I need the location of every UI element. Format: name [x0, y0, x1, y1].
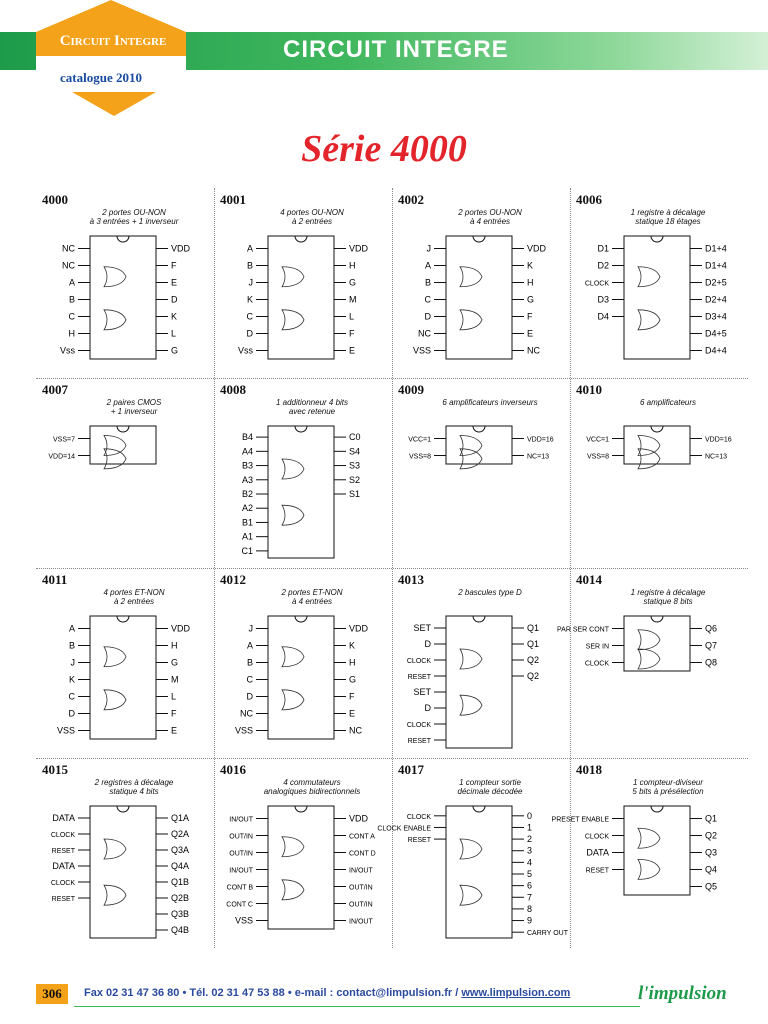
- pin-label: NC=13: [705, 453, 727, 461]
- pin-label: J: [248, 277, 253, 288]
- pin-label: E: [171, 277, 178, 288]
- pin-label: K: [171, 311, 178, 322]
- chip-description: 6 amplificateurs inverseurs: [442, 398, 538, 407]
- logic-gate-symbol: [638, 267, 660, 330]
- pin-label: DATA: [52, 813, 75, 823]
- pin-label: A: [246, 243, 253, 254]
- logic-gate-symbol: [282, 459, 304, 525]
- pin-label: 1: [527, 822, 533, 833]
- chip-description: 2 portes OU-NON à 4 entrées: [458, 208, 522, 226]
- chip-body: [624, 236, 690, 359]
- pin-label: H: [349, 260, 356, 271]
- chip-pinout-diagram: [218, 612, 388, 752]
- chip-notch: [473, 806, 485, 812]
- pin-label: CLOCK: [406, 658, 431, 665]
- chip-pinout-diagram: [40, 232, 210, 372]
- chip-body: [90, 236, 156, 359]
- pin-label: RESET: [51, 848, 75, 855]
- chip-pinout-diagram: [396, 612, 566, 752]
- pin-label: 5: [527, 869, 533, 879]
- pin-label: L: [171, 328, 177, 339]
- chip-cell: [557, 568, 748, 758]
- chip-cell: [570, 188, 748, 378]
- chip-description: 1 compteur-diviseur 5 bits à présélection: [632, 778, 704, 796]
- pin-label: H: [349, 657, 356, 668]
- chip-description: 1 registre à décalage statique 18 étages: [630, 208, 706, 226]
- pin-label: VDD: [349, 623, 369, 634]
- pin-label: VDD: [527, 243, 547, 254]
- pin-label: PRESET ENABLE: [551, 816, 609, 824]
- pin-label: B: [246, 657, 253, 668]
- footer-contact: [84, 987, 570, 999]
- chip-notch: [651, 426, 663, 432]
- pin-label: VSS=8: [587, 453, 609, 461]
- logic-gate-symbol: [460, 839, 482, 905]
- logic-gate-symbol: [460, 267, 482, 330]
- pin-label: G: [349, 674, 357, 685]
- catalogue-year: catalogue 2010: [60, 70, 142, 85]
- pin-label: CLOCK: [584, 833, 609, 841]
- page-title: CIRCUIT INTEGRE: [283, 36, 509, 63]
- pin-label: VCC=1: [586, 436, 609, 444]
- pin-label: CLOCK: [584, 660, 609, 668]
- chip-body: [268, 236, 334, 359]
- pin-label: H: [527, 277, 534, 288]
- pin-label: CARRY OUT: [527, 930, 568, 938]
- chip-body: [268, 616, 334, 739]
- pin-label: NC: [418, 328, 431, 339]
- pin-label: Q2: [527, 671, 540, 681]
- chip-code: 4018: [576, 762, 602, 777]
- pin-label: CLOCK: [50, 880, 75, 887]
- pin-label: C: [68, 311, 75, 322]
- chip-notch: [651, 236, 663, 242]
- logic-gate-symbol: [104, 647, 126, 710]
- pin-label: C1: [241, 545, 253, 556]
- pin-label: A: [68, 623, 75, 634]
- chip-code: 4010: [576, 382, 602, 397]
- pin-label: K: [246, 294, 253, 305]
- pin-label: F: [171, 708, 177, 719]
- pin-label: S1: [349, 489, 361, 499]
- pin-label: F: [349, 328, 355, 339]
- chip-code: 4007: [42, 382, 68, 397]
- pin-label: D1+4: [705, 243, 727, 254]
- pin-label: VSS: [234, 915, 253, 926]
- chip-description: 2 portes ET-NON à 4 entrées: [281, 588, 343, 606]
- pin-label: D: [424, 703, 431, 713]
- pin-label: RESET: [585, 867, 609, 875]
- logic-gate-symbol: [104, 267, 126, 330]
- chip-notch: [117, 806, 129, 812]
- chip-cell: [214, 378, 392, 568]
- pin-label: M: [171, 674, 179, 685]
- pin-label: NC: [349, 725, 362, 736]
- pin-label: CONT A: [349, 833, 375, 841]
- pin-label: C: [246, 311, 253, 322]
- pin-label: H: [171, 640, 178, 651]
- chip-code: 4000: [42, 192, 68, 207]
- chip-pinout-diagram: [396, 422, 566, 562]
- pin-label: D1+4: [705, 260, 727, 271]
- pin-label: VDD: [171, 243, 191, 254]
- pin-label: E: [171, 725, 178, 736]
- chip-cell: [36, 568, 214, 758]
- pin-label: Vss: [59, 345, 75, 356]
- pin-label: CLOCK: [406, 722, 431, 729]
- header-diamond-top: [36, 0, 186, 32]
- pin-label: Q1: [527, 639, 540, 649]
- logic-gate-symbol: [282, 647, 304, 710]
- pin-label: S3: [349, 460, 361, 471]
- pin-label: 2: [527, 834, 533, 845]
- pin-label: D4: [597, 311, 609, 322]
- chip-notch: [473, 426, 485, 432]
- pin-label: 9: [527, 915, 533, 926]
- pin-label: DATA: [586, 847, 609, 858]
- chip-body: [268, 806, 334, 929]
- pin-label: L: [349, 311, 355, 322]
- pin-label: Q2A: [171, 829, 190, 839]
- pin-label: OUT/IN: [349, 884, 373, 892]
- pin-label: 7: [527, 892, 533, 903]
- chip-pinout-diagram: [218, 802, 388, 942]
- pin-label: VSS: [234, 725, 253, 736]
- pin-label: G: [349, 277, 357, 288]
- chip-cell: [36, 758, 214, 948]
- chip-cell: [36, 188, 214, 378]
- pin-label: VSS: [56, 725, 75, 736]
- chip-cell: [392, 378, 570, 568]
- logic-gate-symbol: [638, 828, 660, 879]
- pin-label: E: [349, 708, 356, 719]
- pin-label: E: [349, 345, 356, 356]
- pin-label: VCC=1: [408, 436, 431, 444]
- pin-label: A: [68, 277, 75, 288]
- header-diamond-bottom: [72, 92, 156, 116]
- pin-label: B: [424, 277, 431, 288]
- pin-label: VDD=16: [527, 436, 554, 444]
- chip-cell: [214, 568, 392, 758]
- pin-label: Q8: [705, 657, 718, 668]
- chip-body: [90, 616, 156, 739]
- pin-label: OUT/IN: [349, 901, 373, 909]
- pin-label: J: [426, 243, 431, 254]
- pin-label: CLOCK: [406, 813, 431, 821]
- chip-code: 4001: [220, 192, 246, 207]
- pin-label: B: [68, 640, 75, 651]
- chip-description: 2 portes OU-NON à 3 entrées + 1 inverseur: [89, 208, 179, 226]
- pin-label: D: [68, 708, 75, 719]
- chip-code: 4011: [42, 572, 68, 587]
- pin-label: G: [527, 294, 535, 305]
- chip-body: [624, 806, 690, 895]
- pin-label: Q4A: [171, 861, 190, 871]
- pin-label: A1: [241, 531, 253, 542]
- chip-code: 4002: [398, 192, 424, 207]
- pin-label: NC: [62, 260, 75, 271]
- pin-label: VSS: [412, 345, 431, 356]
- logic-gate-symbol: [460, 649, 482, 715]
- pin-label: IN/OUT: [349, 918, 373, 926]
- pin-label: A4: [241, 446, 253, 457]
- pin-label: RESET: [407, 837, 431, 845]
- pin-label: SER IN: [585, 643, 609, 651]
- pin-label: D: [171, 294, 178, 305]
- chip-cell: [377, 758, 570, 948]
- pin-label: B3: [241, 460, 253, 471]
- pin-label: RESET: [407, 738, 431, 745]
- pin-label: B4: [241, 432, 253, 443]
- chip-cell: [392, 188, 570, 378]
- chip-cell: [214, 758, 392, 948]
- pin-label: C0: [349, 432, 361, 443]
- pin-label: VDD: [171, 623, 191, 634]
- pin-label: NC=13: [527, 453, 549, 461]
- chip-pinout-diagram: [557, 612, 744, 752]
- chip-pinout-diagram: [574, 232, 744, 372]
- pin-label: Q2: [527, 655, 540, 665]
- chip-notch: [295, 236, 307, 242]
- chip-pinout-diagram: [40, 422, 210, 562]
- pin-label: RESET: [51, 896, 75, 903]
- pin-label: IN/OUT: [349, 867, 373, 875]
- pin-label: D: [424, 639, 431, 649]
- logic-gate-symbol: [282, 837, 304, 900]
- chip-body: [624, 616, 690, 671]
- chip-code: 4006: [576, 192, 602, 207]
- pin-label: CONT D: [349, 850, 376, 858]
- chip-body: [268, 426, 334, 558]
- pin-label: F: [171, 260, 177, 271]
- pin-label: Q3B: [171, 909, 190, 919]
- logic-gate-symbol: [104, 839, 126, 905]
- chip-notch: [295, 426, 307, 432]
- brand-logo: l'impulsion: [638, 983, 727, 1004]
- pin-label: B2: [241, 489, 253, 499]
- chip-cell: [214, 188, 392, 378]
- pin-label: CONT C: [226, 901, 253, 909]
- pin-label: A: [246, 640, 253, 651]
- pin-label: D: [246, 328, 253, 339]
- pin-label: VSS=8: [409, 453, 431, 461]
- chip-code: 4016: [220, 762, 246, 777]
- chip-cell: [392, 568, 570, 758]
- chip-pinout-diagram: [377, 802, 568, 942]
- pin-label: IN/OUT: [229, 867, 253, 875]
- pin-label: 8: [527, 903, 533, 914]
- pin-label: B1: [241, 517, 253, 528]
- footer-line: [74, 1006, 640, 1007]
- chip-description: 1 registre à décalage statique 8 bits: [630, 588, 706, 606]
- pin-label: NC: [240, 708, 253, 719]
- pin-label: D2+4: [705, 294, 727, 305]
- pin-label: J: [248, 623, 253, 634]
- pin-label: D: [246, 691, 253, 702]
- pin-label: SET: [413, 623, 431, 633]
- chip-description: 2 bascules type D: [458, 588, 522, 597]
- chip-pinout-diagram: [396, 232, 566, 372]
- chip-notch: [117, 616, 129, 622]
- pin-label: SET: [413, 687, 431, 697]
- chip-description: 1 compteur sortie décimale décodée: [457, 778, 523, 796]
- pin-label: S4: [349, 446, 361, 457]
- pin-label: VDD: [349, 243, 369, 254]
- pin-label: VSS=7: [53, 436, 75, 444]
- pin-label: Q1B: [171, 877, 190, 887]
- pin-label: J: [70, 657, 75, 668]
- pin-label: D4+4: [705, 345, 727, 356]
- pin-label: H: [68, 328, 75, 339]
- pin-label: VDD: [349, 813, 369, 824]
- chip-code: 4017: [398, 762, 424, 777]
- pin-label: DATA: [52, 861, 75, 871]
- pin-label: A: [424, 260, 431, 271]
- chip-code: 4009: [398, 382, 424, 397]
- pin-label: Q1: [527, 623, 540, 633]
- chip-notch: [473, 236, 485, 242]
- pin-label: C: [246, 674, 253, 685]
- logic-gate-symbol: [282, 267, 304, 330]
- pin-label: Q2: [705, 830, 718, 841]
- website-link[interactable]: www.limpulsion.com: [461, 987, 571, 999]
- pin-label: C: [424, 294, 431, 305]
- pin-label: F: [527, 311, 533, 322]
- chip-notch: [117, 236, 129, 242]
- chip-description: 4 portes ET-NON à 2 entrées: [103, 588, 165, 606]
- pin-label: D1: [597, 243, 609, 254]
- pin-label: CLOCK ENABLE: [377, 825, 431, 833]
- pin-label: 4: [527, 857, 533, 868]
- pin-label: CLOCK: [584, 280, 609, 288]
- chip-notch: [295, 616, 307, 622]
- pin-label: VDD=16: [705, 436, 732, 444]
- chip-notch: [651, 616, 663, 622]
- pin-label: D4+5: [705, 328, 727, 339]
- chip-grid: [36, 188, 748, 948]
- chip-pinout-diagram: [218, 232, 388, 372]
- chip-cell: [551, 758, 748, 948]
- pin-label: B: [246, 260, 253, 271]
- pin-label: OUT/IN: [229, 850, 253, 858]
- pin-label: C: [68, 691, 75, 702]
- chip-body: [90, 806, 156, 938]
- page-number: 306: [36, 984, 68, 1004]
- chip-notch: [473, 616, 485, 622]
- pin-label: CLOCK: [50, 832, 75, 839]
- pin-label: Q5: [705, 881, 718, 892]
- pin-label: CONT B: [226, 884, 253, 892]
- chip-description: 1 additionneur 4 bits avec retenue: [275, 398, 349, 416]
- chip-cell: [570, 378, 748, 568]
- pin-label: Q3: [705, 847, 718, 858]
- pin-label: L: [171, 691, 177, 702]
- pin-label: Q2B: [171, 893, 190, 903]
- chip-pinout-diagram: [551, 802, 744, 942]
- chip-cell: [36, 378, 214, 568]
- pin-label: 6: [527, 880, 533, 891]
- pin-label: Q1A: [171, 813, 190, 823]
- chip-body: [446, 616, 512, 748]
- chip-code: 4014: [576, 572, 602, 587]
- pin-label: A3: [241, 474, 253, 485]
- tab-under: [36, 56, 186, 70]
- contact-text: Fax 02 31 47 36 80 • Tél. 02 31 47 53 88 • e-mail : contact@limpulsion.fr /: [84, 987, 462, 999]
- pin-label: G: [171, 345, 179, 356]
- pin-label: NC: [527, 345, 540, 356]
- pin-label: D3: [597, 294, 609, 305]
- pin-label: Vss: [237, 345, 253, 356]
- pin-label: NC: [62, 243, 75, 254]
- chip-description: 4 commutateurs analogiques bidirectionnels: [263, 778, 361, 796]
- pin-label: E: [527, 328, 534, 339]
- chip-pinout-diagram: [40, 802, 210, 942]
- chip-notch: [117, 426, 129, 432]
- pin-label: VDD=14: [48, 453, 75, 461]
- pin-label: Q3A: [171, 845, 190, 855]
- chip-description: 4 portes OU-NON à 2 entrées: [280, 208, 344, 226]
- chip-pinout-diagram: [574, 422, 744, 562]
- pin-label: M: [349, 294, 357, 305]
- pin-label: K: [349, 640, 356, 651]
- pin-label: D2: [597, 260, 609, 271]
- chip-body: [446, 236, 512, 359]
- chip-code: 4008: [220, 382, 246, 397]
- pin-label: Q7: [705, 640, 718, 651]
- chip-code: 4013: [398, 572, 424, 587]
- pin-label: IN/OUT: [229, 816, 253, 824]
- pin-label: Q1: [705, 813, 718, 824]
- chip-notch: [651, 806, 663, 812]
- pin-label: Q4B: [171, 925, 190, 935]
- pin-label: B: [68, 294, 75, 305]
- chip-code: 4012: [220, 572, 246, 587]
- pin-label: D: [424, 311, 431, 322]
- pin-label: 3: [527, 845, 533, 856]
- chip-description: 2 registres à décalage statique 4 bits: [94, 778, 174, 796]
- pin-label: F: [349, 691, 355, 702]
- pin-label: Q6: [705, 623, 718, 634]
- pin-label: K: [68, 674, 75, 685]
- chip-body: [446, 806, 512, 938]
- pin-label: S2: [349, 474, 361, 485]
- chip-description: 2 paires CMOS + 1 inverseur: [106, 398, 162, 416]
- pin-label: D3+4: [705, 311, 727, 322]
- chip-pinout-diagram: [218, 422, 388, 562]
- pin-label: K: [527, 260, 534, 271]
- pin-label: RESET: [407, 674, 431, 681]
- tab-label: Circuit Integre: [59, 33, 167, 49]
- chip-code: 4015: [42, 762, 68, 777]
- chip-notch: [295, 806, 307, 812]
- chip-description: 6 amplificateurs: [639, 398, 697, 407]
- pin-label: D2+5: [705, 277, 727, 288]
- pin-label: 0: [527, 810, 533, 821]
- series-title: Série 4000: [301, 128, 467, 170]
- pin-label: A2: [241, 503, 253, 514]
- pin-label: G: [171, 657, 179, 668]
- pin-label: Q4: [705, 864, 718, 875]
- logic-gate-symbol: [638, 630, 660, 669]
- pin-label: OUT/IN: [229, 833, 253, 841]
- chip-pinout-diagram: [40, 612, 210, 752]
- pin-label: PAR SER CONT: [557, 626, 609, 634]
